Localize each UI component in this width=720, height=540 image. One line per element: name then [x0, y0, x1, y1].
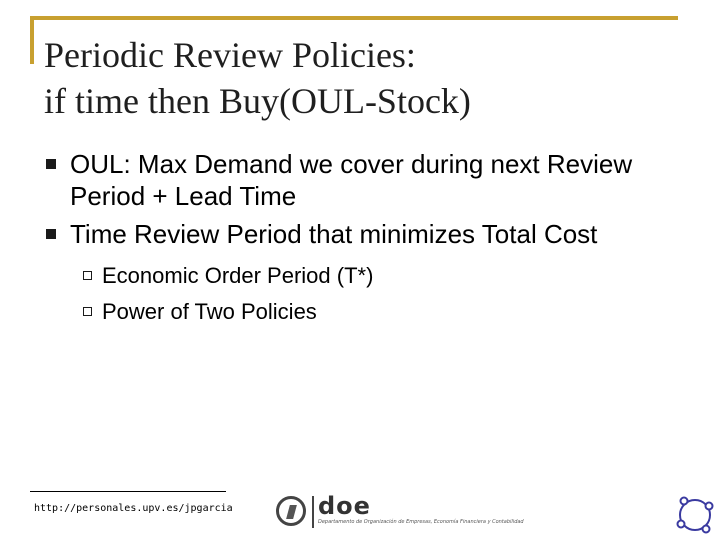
sub-bullet-text: Power of Two Policies [102, 299, 317, 324]
slide-title-line-1: Periodic Review Policies: [44, 35, 416, 75]
slide-title [44, 32, 684, 124]
logo-emblem-icon [276, 496, 306, 526]
square-bullet-icon [46, 229, 56, 239]
bullet-list [40, 148, 680, 328]
sub-bullet-item [40, 296, 680, 328]
footer-rule [30, 491, 226, 492]
bullet-text: OUL: Max Demand we cover during next Review Period + Lead Time [70, 149, 633, 211]
corner-circle-decoration-icon [674, 494, 716, 536]
bullet-item [40, 148, 680, 212]
hollow-square-bullet-icon [83, 271, 92, 280]
logo-wordmark: doe [318, 492, 371, 520]
hollow-square-bullet-icon [83, 307, 92, 316]
title-frame-left-rule [30, 16, 34, 64]
logo-divider [312, 496, 314, 528]
department-logo [276, 494, 526, 530]
sub-bullet-item [40, 260, 680, 292]
bullet-text: Time Review Period that minimizes Total Cost [70, 219, 598, 249]
logo-subtitle: Departamento de Organización de Empresas, Economía Financiera y Contabilidad [318, 519, 524, 525]
sub-bullet-text: Economic Order Period (T*) [102, 263, 374, 288]
footer-url-link[interactable]: http://personales.upv.es/jpgarcia [34, 503, 233, 514]
square-bullet-icon [46, 159, 56, 169]
slide-title-line-2: if time then Buy(OUL-Stock) [44, 81, 471, 121]
bullet-item [40, 218, 680, 250]
title-frame-top-rule [30, 16, 678, 20]
